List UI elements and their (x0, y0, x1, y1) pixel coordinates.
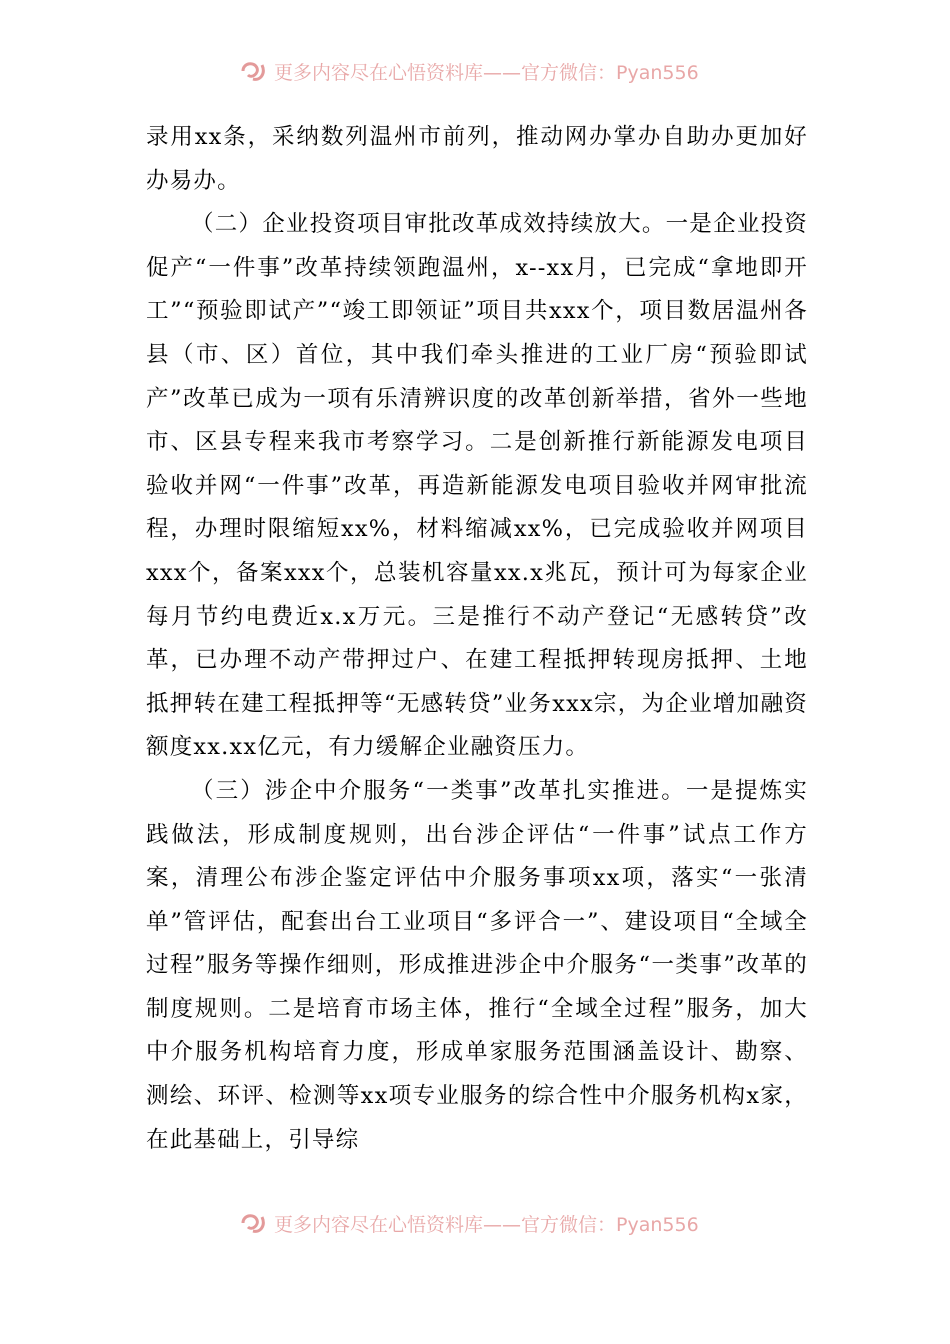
watermark-header (240, 56, 720, 86)
watermark-text: 更多内容尽在心悟资料库——官方微信：Pyan556 (274, 1213, 699, 1236)
paragraph-section-3: （三）涉企中介服务“一类事”改革扎实推进。一是提炼实践做法，形成制度规则，出台涉企评估“一件事”试点工作方案，清理公布涉企鉴定评估中介服务事项xx项，落实“一张清单”管评估，配套出台工业项目“多评合一”、建设项目“全域全过程”服务等操作细则，形成推进涉企中介服务“一类事”改革的制度规则。二是培育市场主体，推行“全域全过程”服务，加大中介服务机构培育力度，形成单家服务范围涵盖设计、勘察、测绘、环评、检测等xx项专业服务的综合性中介服务机构x家，在此基础上，引导综 (146, 777, 808, 1153)
watermark-logo-icon (240, 59, 268, 83)
watermark-text: 更多内容尽在心悟资料库——官方微信：Pyan556 (274, 61, 699, 84)
paragraph-continuation: 录用xx条，采纳数列温州市前列，推动网办掌办自助办更加好办易办。 (146, 124, 808, 194)
watermark-footer (240, 1208, 720, 1238)
document-body (146, 116, 808, 1162)
watermark-logo-icon (240, 1211, 268, 1235)
paragraph-section-2: （二）企业投资项目审批改革成效持续放大。一是企业投资促产“一件事”改革持续领跑温州，x--xx月，已完成“拿地即开工”“预验即试产”“竣工即领证”项目共xxx个，项目数居温州各县（市、区）首位，其中我们牵头推进的工业厂房“预验即试产”改革已成为一项有乐清辨识度的改革创新举措，省外一些地市、区县专程来我市考察学习。二是创新推行新能源发电项目验收并网“一件事”改革，再造新能源发电项目验收并网审批流程，办理时限缩短xx%，材料缩减xx%，已完成验收并网项目xxx个，备案xxx个，总装机容量xx.x兆瓦，预计可为每家企业每月节约电费近x.x万元。三是推行不动产登记“无感转贷”改革，已办理不动产带押过户、在建工程抵押转现房抵押、土地抵押转在建工程抵押等“无感转贷”业务xxx宗，为企业增加融资额度xx.xx亿元，有力缓解企业融资压力。 (146, 211, 808, 761)
